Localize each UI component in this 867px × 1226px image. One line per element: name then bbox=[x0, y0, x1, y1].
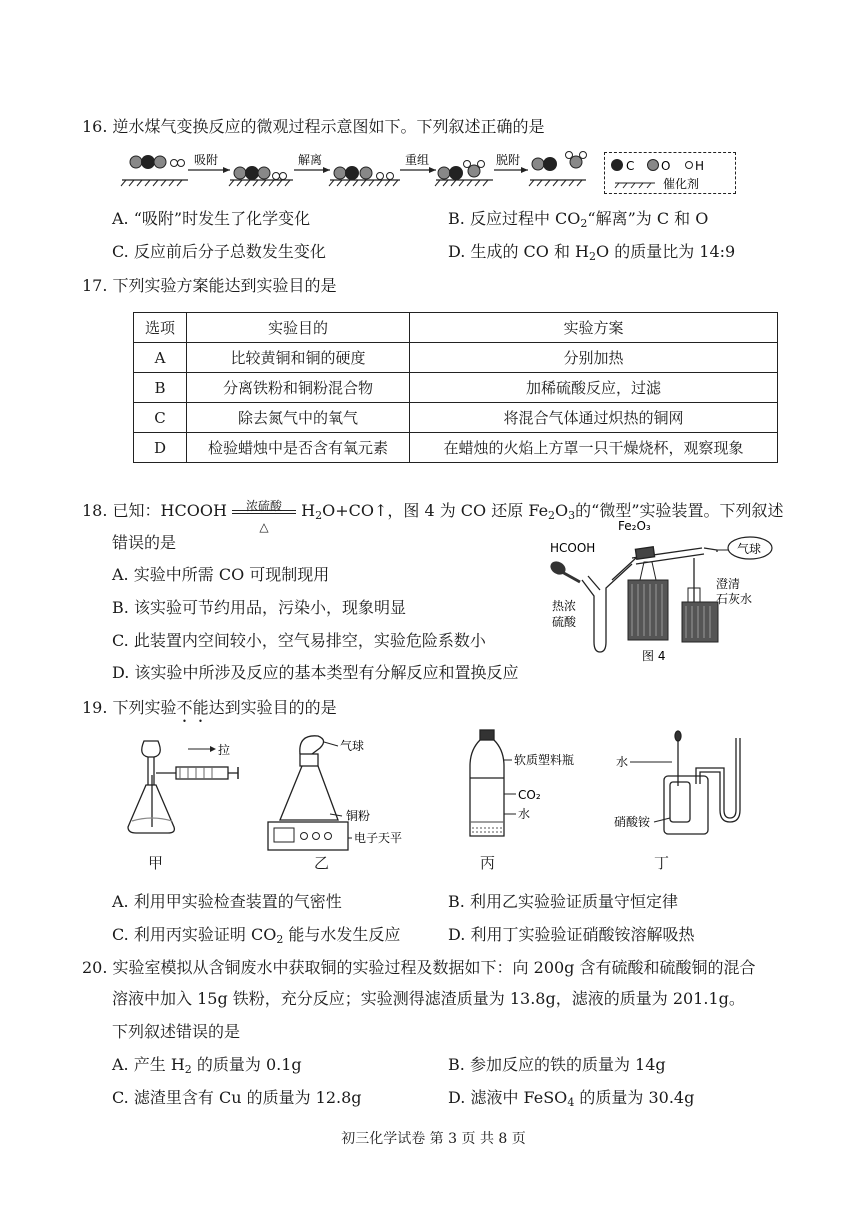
q18-formula-left: 已知：HCOOH bbox=[112, 501, 227, 520]
legend-h: H bbox=[695, 159, 705, 173]
arrow-1 bbox=[188, 167, 230, 173]
cell-purpose: 检验蜡烛中是否含有氧元素 bbox=[187, 433, 410, 463]
surface-1 bbox=[121, 180, 188, 186]
option-text: 滤渣里含有 Cu 的质量为 12.8g bbox=[133, 1088, 362, 1107]
q17-stem-text: 下列实验方案能达到实验目的是 bbox=[112, 276, 337, 295]
label-limewater-1: 澄清 bbox=[716, 577, 741, 591]
option-text: 利用甲实验检查装置的气密性 bbox=[133, 892, 342, 911]
figure-yi bbox=[262, 730, 412, 855]
label-limewater-2: 石灰水 bbox=[716, 592, 753, 606]
option-letter: A. bbox=[112, 565, 129, 584]
q18-option-d bbox=[112, 662, 518, 684]
cell-option: C bbox=[134, 403, 187, 433]
option-text: 该实验可节约用品，污染小，现象明显 bbox=[133, 598, 406, 617]
table-row bbox=[134, 373, 778, 403]
cell-purpose: 分离铁粉和铜粉混合物 bbox=[187, 373, 410, 403]
q19-stem-post: 达到实验目的的是 bbox=[208, 698, 337, 717]
figure-ding bbox=[612, 728, 752, 848]
subscript: 4 bbox=[567, 1096, 575, 1109]
q18-stem-part: O bbox=[555, 501, 569, 520]
cell-purpose: 比较黄铜和铜的硬度 bbox=[187, 343, 410, 373]
option-text: 反应过程中 CO bbox=[469, 209, 581, 228]
q16-legend bbox=[604, 152, 736, 194]
label-acid-2: 硫酸 bbox=[552, 615, 577, 629]
option-letter: C. bbox=[112, 1088, 129, 1107]
figure-4-apparatus bbox=[532, 518, 797, 668]
legend-catalyst: 催化剂 bbox=[663, 177, 700, 191]
condition-top: 浓硫酸 bbox=[246, 498, 283, 513]
option-text: 实验中所需 CO 可现制现用 bbox=[133, 565, 330, 584]
label-bottle: 软质塑料瓶 bbox=[514, 753, 575, 767]
cell-plan: 将混合气体通过炽热的铜网 bbox=[410, 403, 778, 433]
figure-jia bbox=[118, 735, 248, 845]
label-balance: 电子天平 bbox=[354, 831, 403, 845]
option-text: 滤液中 FeSO bbox=[470, 1088, 568, 1107]
header-option: 选项 bbox=[134, 313, 187, 343]
option-letter: A. bbox=[112, 1055, 129, 1074]
q20-line2: 溶液中加入 15g 铁粉，充分反应；实验测得滤渣质量为 13.8g，滤液的质量为 201.1g。 bbox=[112, 989, 745, 1008]
option-text: 利用丙实验证明 CO bbox=[133, 925, 277, 944]
step-desorb: 脱附 bbox=[496, 153, 521, 167]
option-text: 参加反应的铁的质量为 14g bbox=[469, 1055, 666, 1074]
option-letter: C. bbox=[112, 631, 129, 650]
q16-stem bbox=[82, 116, 545, 138]
option-text: 生成的 CO 和 H bbox=[470, 242, 590, 261]
q19-stem-pre: 下列实验 bbox=[112, 698, 177, 717]
page-footer: 初三化学试卷 第 3 页 共 8 页 bbox=[341, 1131, 526, 1147]
label-balloon: 气球 bbox=[737, 542, 762, 556]
limewater-tube bbox=[682, 558, 718, 642]
q18-option-c bbox=[112, 630, 486, 652]
option-letter: B. bbox=[448, 892, 465, 911]
option-text-post: 的质量为 30.4g bbox=[574, 1088, 695, 1107]
option-letter: D. bbox=[112, 663, 130, 682]
option-letter: A. bbox=[112, 892, 129, 911]
label-acid-1: 热浓 bbox=[552, 599, 577, 613]
q20-option-a bbox=[112, 1054, 302, 1081]
legend-o: O bbox=[661, 159, 671, 173]
q19-option-a bbox=[112, 891, 342, 913]
label-water: 水 bbox=[518, 807, 531, 821]
q20-option-d bbox=[448, 1087, 694, 1114]
option-text-post: 能与水发生反应 bbox=[283, 925, 401, 944]
label-hcooh: HCOOH bbox=[550, 541, 596, 555]
step-dissociate: 解离 bbox=[298, 153, 323, 167]
option-letter: B. bbox=[112, 598, 129, 617]
cell-purpose: 除去氮气中的氧气 bbox=[187, 403, 410, 433]
q16-option-a bbox=[112, 208, 310, 230]
step-adsorb: 吸附 bbox=[194, 153, 219, 167]
q18-option-b bbox=[112, 597, 406, 619]
balance-icon bbox=[268, 822, 348, 850]
q16-option-c bbox=[112, 241, 326, 263]
pull-arrow-icon bbox=[188, 746, 216, 752]
option-text: 利用乙实验验证质量守恒定律 bbox=[469, 892, 678, 911]
co2-molecule bbox=[130, 155, 166, 169]
q20-line1 bbox=[82, 957, 756, 979]
header-plan: 实验方案 bbox=[410, 313, 778, 343]
table-row bbox=[134, 343, 778, 373]
balloon-icon bbox=[717, 537, 772, 559]
cell-plan: 加稀硫酸反应，过滤 bbox=[410, 373, 778, 403]
q16-number: 16. bbox=[82, 117, 108, 136]
label-co2: CO₂ bbox=[518, 788, 541, 802]
q19-option-d bbox=[448, 924, 694, 946]
q18-stem-line2: 错误的是 bbox=[112, 533, 177, 552]
subscript: 3 bbox=[568, 509, 576, 522]
subscript: 2 bbox=[589, 250, 597, 263]
label-copper: 铜粉 bbox=[346, 809, 371, 823]
q18-option-a bbox=[112, 564, 329, 586]
cell-option: A bbox=[134, 343, 187, 373]
apparatus-icon bbox=[664, 731, 740, 834]
burner bbox=[628, 562, 668, 640]
subscript: 2 bbox=[315, 509, 323, 522]
figure-bing bbox=[460, 726, 590, 846]
q16-stem-text: 逆水煤气变换反应的微观过程示意图如下。下列叙述正确的是 bbox=[112, 117, 545, 136]
cell-plan: 在蜡烛的火焰上方罩一只干燥烧杯，观察现象 bbox=[410, 433, 778, 463]
q16-option-d bbox=[448, 241, 735, 268]
label-salt: 硝酸铵 bbox=[614, 815, 651, 829]
reaction-condition bbox=[232, 498, 296, 534]
subscript: 2 bbox=[276, 933, 284, 946]
option-letter: D. bbox=[448, 925, 466, 944]
legend-c: C bbox=[626, 159, 635, 173]
q20-option-b bbox=[448, 1054, 666, 1076]
option-text: 此装置内空间较小，空气易排空，实验危险系数小 bbox=[133, 631, 486, 650]
q18-stem-part: 的“微型”实验装置。下列叙述 bbox=[575, 501, 784, 520]
cell-option: B bbox=[134, 373, 187, 403]
q17-stem bbox=[82, 275, 337, 297]
reaction-tube bbox=[632, 547, 717, 564]
syringe-icon bbox=[156, 767, 238, 779]
figure-caption: 图 4 bbox=[642, 649, 666, 663]
label-pull: 拉 bbox=[218, 743, 231, 757]
q20-number: 20. bbox=[82, 958, 108, 977]
q16-reaction-diagram bbox=[118, 148, 618, 194]
option-letter: C. bbox=[112, 925, 129, 944]
caption-ding: 丁 bbox=[654, 854, 670, 872]
option-text: 利用丁实验验证硝酸铵溶解吸热 bbox=[470, 925, 695, 944]
q19-stem-emphasis: 不能 bbox=[176, 698, 209, 717]
bottle-icon bbox=[470, 730, 504, 836]
q20-line1-text: 实验室模拟从含铜废水中获取铜的实验过程及数据如下：向 200g 含有硫酸和硫酸铜的混合 bbox=[112, 958, 756, 977]
cell-plan: 分别加热 bbox=[410, 343, 778, 373]
caption-bing: 丙 bbox=[480, 854, 496, 872]
q17-number: 17. bbox=[82, 276, 108, 295]
option-text: 该实验中所涉及反应的基本类型有分解反应和置换反应 bbox=[134, 663, 519, 682]
label-balloon: 气球 bbox=[340, 739, 365, 753]
flask-icon bbox=[280, 736, 338, 820]
option-letter: A. bbox=[112, 209, 129, 228]
h2-molecule bbox=[171, 160, 185, 167]
caption-yi: 乙 bbox=[314, 854, 330, 872]
option-text-post: O 的质量比为 14:9 bbox=[596, 242, 736, 261]
q19-number: 19. bbox=[82, 698, 108, 717]
option-text-post: “解离”为 C 和 O bbox=[587, 209, 709, 228]
option-text: “吸附”时发生了化学变化 bbox=[133, 209, 311, 228]
option-text-post: 的质量为 0.1g bbox=[191, 1055, 302, 1074]
subscript: 2 bbox=[548, 509, 556, 522]
q16-option-b bbox=[448, 208, 708, 235]
q20-line3: 下列叙述错误的是 bbox=[112, 1022, 241, 1041]
cell-option: D bbox=[134, 433, 187, 463]
q18-number: 18. bbox=[82, 501, 108, 520]
option-letter: D. bbox=[448, 1088, 466, 1107]
subscript: 2 bbox=[580, 217, 588, 230]
subscript: 2 bbox=[184, 1063, 192, 1076]
option-letter: D. bbox=[448, 242, 466, 261]
q18-stem-part: O+CO↑，图 4 为 CO 还原 Fe bbox=[322, 501, 549, 520]
q17-table bbox=[133, 312, 778, 463]
q18-stem-part: H bbox=[301, 501, 316, 520]
dropper-icon bbox=[548, 559, 580, 582]
q19-option-c bbox=[112, 924, 400, 951]
option-text: 反应前后分子总数发生变化 bbox=[133, 242, 326, 261]
table-header-row bbox=[134, 313, 778, 343]
table-row bbox=[134, 403, 778, 433]
flask-icon bbox=[128, 741, 174, 833]
label-fe2o3: Fe₂O₃ bbox=[618, 519, 651, 533]
condition-bottom: △ bbox=[259, 519, 269, 534]
header-purpose: 实验目的 bbox=[187, 313, 410, 343]
option-letter: B. bbox=[448, 1055, 465, 1074]
option-letter: B. bbox=[448, 209, 465, 228]
label-water: 水 bbox=[616, 755, 629, 769]
q19-option-b bbox=[448, 891, 678, 913]
option-letter: C. bbox=[112, 242, 129, 261]
q19-stem bbox=[82, 697, 337, 726]
option-text: 产生 H bbox=[133, 1055, 185, 1074]
q20-option-c bbox=[112, 1087, 362, 1109]
caption-jia: 甲 bbox=[148, 854, 164, 872]
table-row bbox=[134, 433, 778, 463]
step-recombine: 重组 bbox=[405, 153, 430, 167]
